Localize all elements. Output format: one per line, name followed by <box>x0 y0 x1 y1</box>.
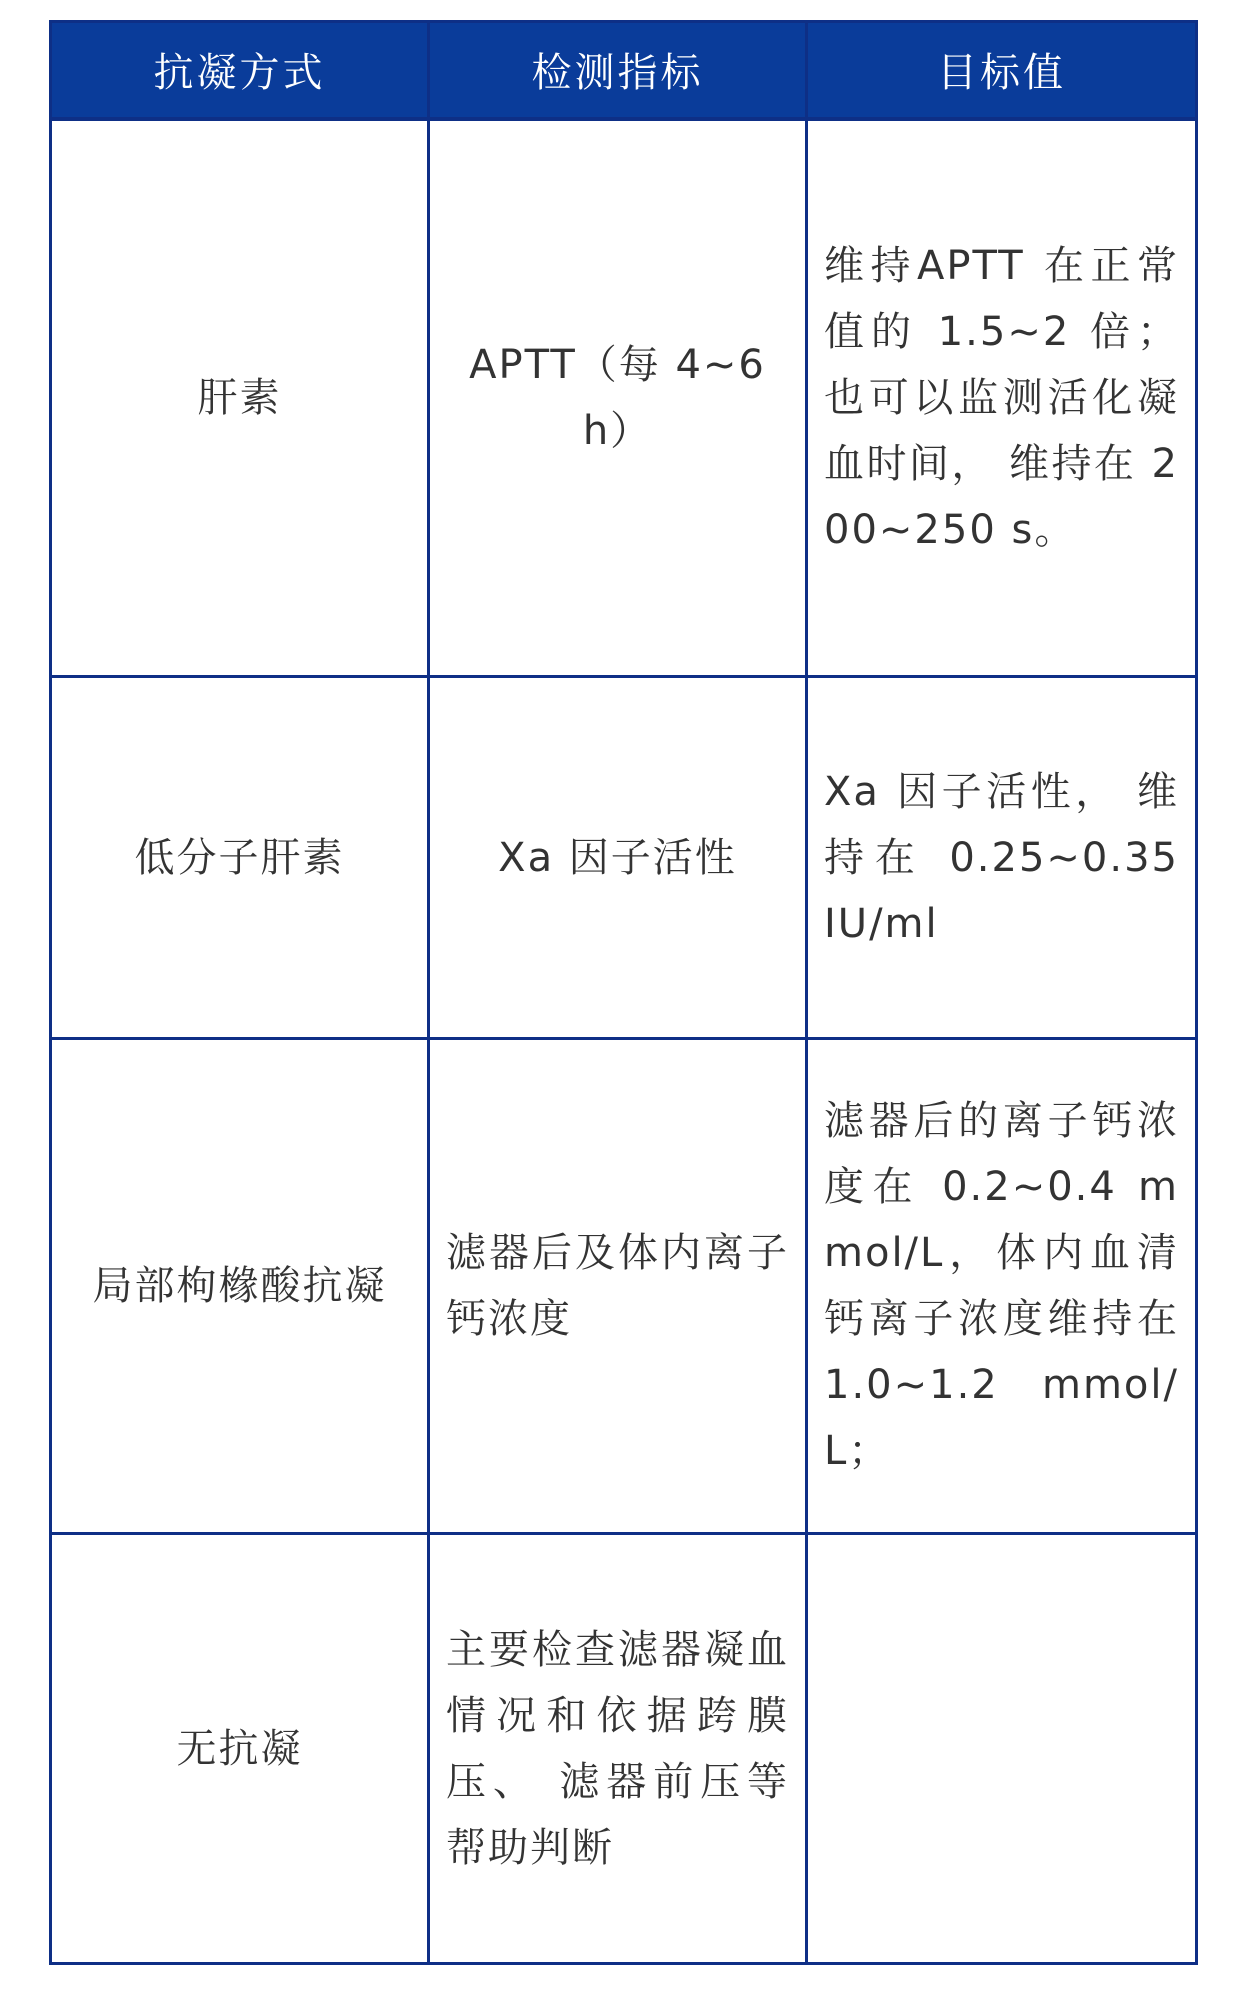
cell-method: 低分子肝素 <box>51 677 429 1039</box>
table-header <box>51 22 1197 119</box>
cell-method: 局部枸橼酸抗凝 <box>51 1039 429 1534</box>
cell-index: APTT（每 4~6 h） <box>429 119 807 677</box>
cell-target: 滤器后的离子钙浓度在 0.2~0.4 mmol/L，体内血清钙离子浓度维持在 1.0~1.2 mmol/L； <box>807 1039 1197 1534</box>
cell-index: 主要检查滤器凝血情况和依据跨膜压、 滤器前压等帮助判断 <box>429 1534 807 1964</box>
cell-method: 肝素 <box>51 119 429 677</box>
cell-target: Xa 因子活性， 维持在 0.25~0.35 IU/ml <box>807 677 1197 1039</box>
header-method: 抗凝方式 <box>51 22 429 119</box>
table-row <box>51 1039 1197 1534</box>
table-row <box>51 677 1197 1039</box>
anticoagulation-table <box>49 20 1198 1965</box>
cell-index: Xa 因子活性 <box>429 677 807 1039</box>
table-body <box>51 119 1197 1964</box>
cell-target <box>807 1534 1197 1964</box>
header-index: 检测指标 <box>429 22 807 119</box>
header-target: 目标值 <box>807 22 1197 119</box>
table-row <box>51 1534 1197 1964</box>
cell-index: 滤器后及体内离子钙浓度 <box>429 1039 807 1534</box>
cell-method: 无抗凝 <box>51 1534 429 1964</box>
table-row <box>51 119 1197 677</box>
cell-target: 维持APTT 在正常值的 1.5~2 倍；也可以监测活化凝血时间， 维持在 200~250 s。 <box>807 119 1197 677</box>
anticoagulation-table-container <box>49 20 1195 1965</box>
header-row <box>51 22 1197 119</box>
